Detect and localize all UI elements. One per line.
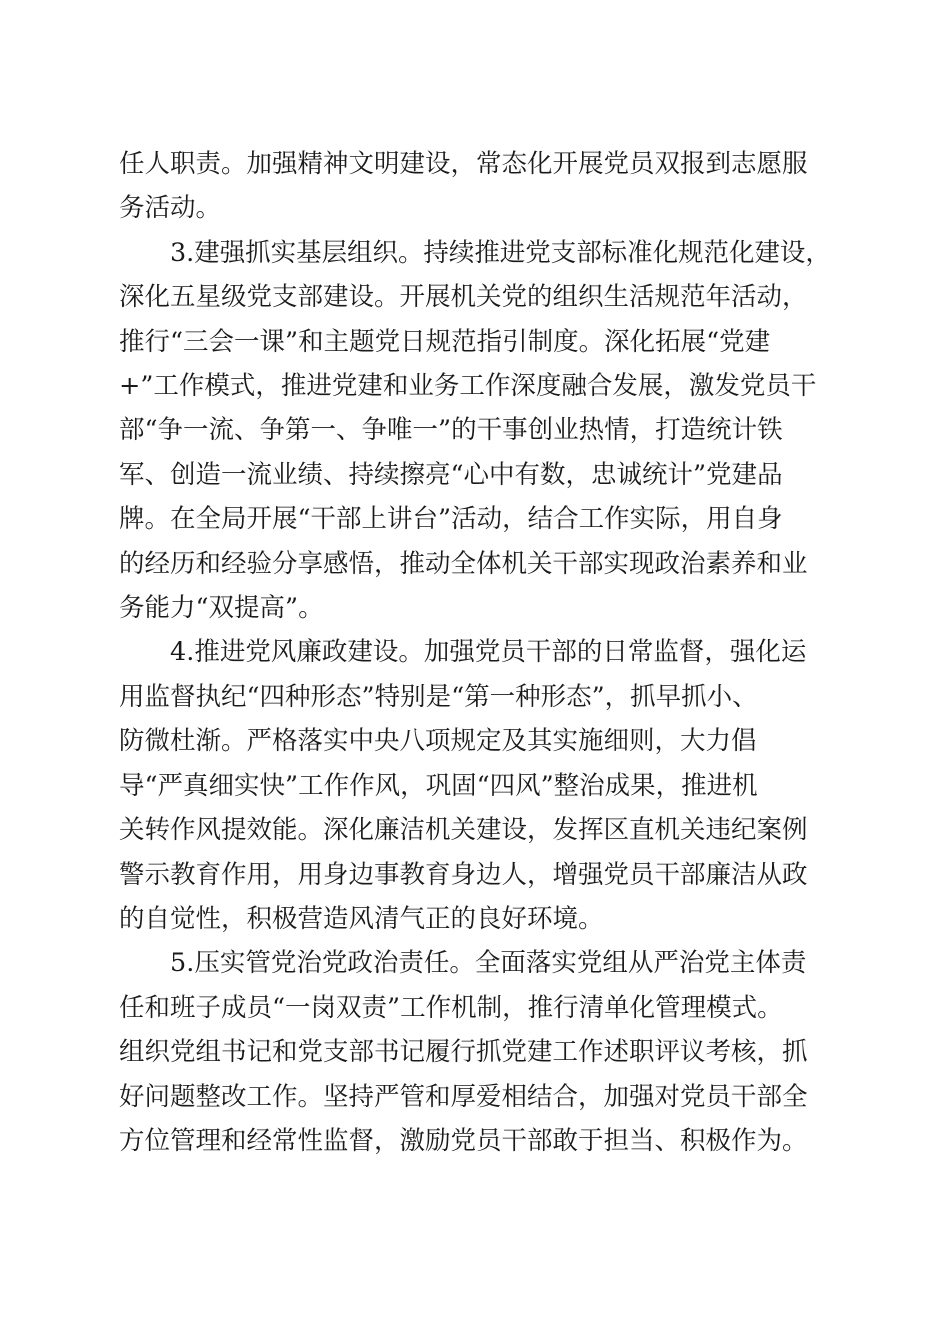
text-line: 方位管理和经常性监督，激励党员干部敢于担当、积极作为。 [119,1125,808,1156]
text-line: 推行“三会一课”和主题党日规范指引制度。深化拓展“党建 [119,326,771,357]
text-line: 用监督执纪“四种形态”特别是“第一种形态”，抓早抓小、 [119,681,758,712]
text-line: 防微杜渐。严格落实中央八项规定及其实施细则，大力倡 [119,726,757,757]
text-line: 5.压实管党治党政治责任。全面落实党组从严治党主体责 [170,948,807,979]
text-line: 的自觉性，积极营造风清气正的良好环境。 [119,903,604,934]
paragraph-continuation [119,142,831,231]
text-line: 的经历和经验分享感悟，推动全体机关干部实现政治素养和业 [119,548,808,579]
text-line: 好问题整改工作。坚持严管和厚爱相结合，加强对党员干部全 [119,1081,808,1112]
text-line: 4.推进党风廉政建设。加强党员干部的日常监督，强化运 [170,637,807,668]
text-line: 任人职责。加强精神文明建设，常态化开展党员双报到志愿服 [119,149,808,179]
text-line: 组织党组书记和党支部书记履行抓党建工作述职评议考核，抓 [119,1037,808,1068]
text-line: 任和班子成员“一岗双责”工作机制，推行清单化管理模式。 [119,992,783,1023]
paragraph-item-3 [119,231,831,631]
text-line: 导“严真细实快”工作作风，巩固“四风”整治成果，推进机 [119,770,758,801]
text-line: 部“争一流、争第一、争唯一”的干事创业热情，打造统计铁 [119,415,783,446]
text-line: 务能力“双提高”。 [119,593,324,624]
text-line: +”工作模式，推进党建和业务工作深度融合发展，激发党员干 [119,371,817,402]
paragraph-item-4 [119,630,831,941]
text-line: 3.建强抓实基层组织。持续推进党支部标准化规范化建设， [170,237,831,268]
text-line: 深化五星级党支部建设。开展机关党的组织生活规范年活动， [119,282,808,313]
text-line: 牌。在全局开展“干部上讲台”活动，结合工作实际，用自身 [119,504,783,535]
paragraph-item-5 [119,941,831,1163]
text-line: 务活动。 [119,193,222,224]
text-line: 军、创造一流业绩、持续擦亮“心中有数，忠诚统计”党建品 [119,459,783,490]
document-body [119,142,831,1163]
text-line: 关转作风提效能。深化廉洁机关建设，发挥区直机关违纪案例 [119,815,808,846]
text-line: 警示教育作用，用身边事教育身边人，增强党员干部廉洁从政 [119,859,808,890]
